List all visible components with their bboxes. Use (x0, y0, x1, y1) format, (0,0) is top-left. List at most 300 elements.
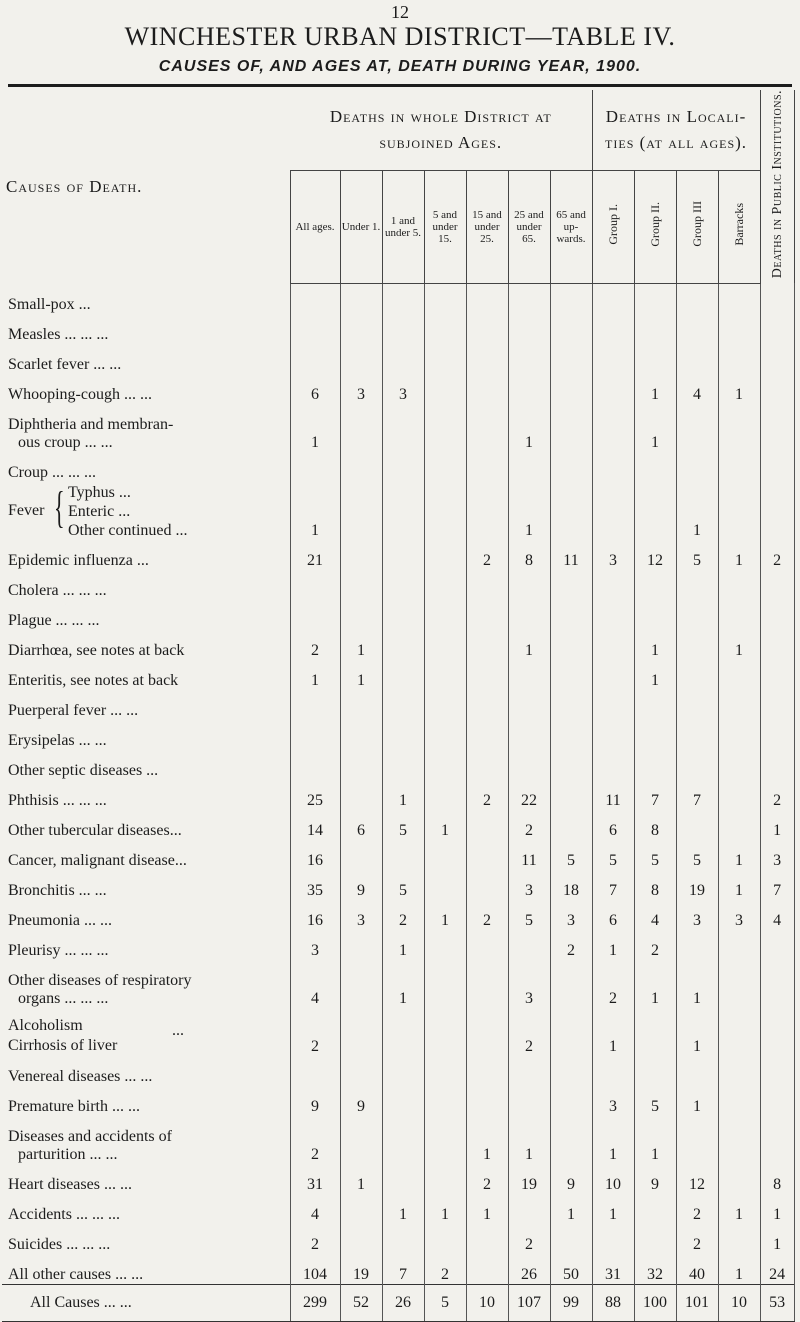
table-cell: 1 (340, 1164, 382, 1194)
table-cell (508, 930, 550, 960)
table-row (2, 404, 794, 452)
cause-label: Croup ... ... ... (8, 463, 96, 481)
table-cell (550, 1008, 592, 1056)
table-cell: 10 (718, 1284, 760, 1321)
table-cell: 26 (382, 1284, 424, 1321)
table-cell: 1 (508, 1116, 550, 1164)
cause-label: Heart diseases ... ... (8, 1175, 132, 1193)
table-cell (382, 482, 424, 540)
table-cell (592, 1056, 634, 1086)
table-cell: 8 (760, 1164, 794, 1194)
table-cell: 7 (382, 1254, 424, 1285)
table-cell (634, 750, 676, 780)
table-cell: 99 (550, 1284, 592, 1321)
col-header-group-1 (592, 170, 634, 283)
table-cell (382, 283, 424, 314)
table-cell: 5 (550, 840, 592, 870)
table-cell (424, 660, 466, 690)
table-cell (760, 750, 794, 780)
table-cell (634, 452, 676, 482)
table-cell: 3 (592, 1086, 634, 1116)
cause-label: Scarlet fever ... ... (8, 355, 122, 373)
table-cell (424, 1056, 466, 1086)
table-row (2, 660, 794, 690)
table-cell (466, 930, 508, 960)
table-cell: 4 (760, 900, 794, 930)
table-cell (382, 630, 424, 660)
cause-label: Plague ... ... ... (8, 611, 100, 629)
table-cell: 2 (508, 1224, 550, 1254)
table-cell: 26 (508, 1254, 550, 1285)
table-cell (634, 1194, 676, 1224)
table-row (2, 1194, 794, 1224)
table-cell (424, 720, 466, 750)
table-cell (718, 750, 760, 780)
table-cell: 1 (634, 374, 676, 404)
table-cell: 5 (424, 1284, 466, 1321)
table-cell: 3 (340, 374, 382, 404)
cause-label: Venereal diseases ... ... (8, 1067, 153, 1085)
table-cell: 52 (340, 1284, 382, 1321)
col-header-barracks-text: Barracks (731, 202, 746, 246)
table-cell (718, 690, 760, 720)
total-label: All Causes ... ... (2, 1284, 290, 1321)
table-row (2, 344, 794, 374)
table-cell (382, 570, 424, 600)
table-cell (424, 600, 466, 630)
table-cell: 7 (592, 870, 634, 900)
table-cell (290, 314, 340, 344)
table-cell: 9 (290, 1086, 340, 1116)
table-body (2, 283, 794, 1321)
table-cell: 3 (550, 900, 592, 930)
table-cell (718, 960, 760, 1008)
table-cell: 25 (290, 780, 340, 810)
table-cell (466, 660, 508, 690)
table-cell: 1 (592, 930, 634, 960)
cause-line1: Other diseases of respiratory (8, 971, 192, 989)
table-cell: 24 (760, 1254, 794, 1285)
table-cell (592, 344, 634, 374)
table-cell: 9 (550, 1164, 592, 1194)
table-cell (508, 1056, 550, 1086)
table-cell (424, 1086, 466, 1116)
table-cell: 6 (592, 900, 634, 930)
table-cell (508, 283, 550, 314)
table-cell (634, 283, 676, 314)
table-cell (340, 960, 382, 1008)
table-cell (550, 314, 592, 344)
table-cell (718, 404, 760, 452)
table-cell: 8 (508, 540, 550, 570)
table-cell (634, 600, 676, 630)
table-cell (760, 344, 794, 374)
table-cell (424, 1224, 466, 1254)
table-row (2, 690, 794, 720)
table-cell (340, 750, 382, 780)
col-header-1-to-5: 1 and under 5. (382, 170, 424, 283)
table-cell: 3 (340, 900, 382, 930)
table-cell (760, 1056, 794, 1086)
table-cell (550, 1116, 592, 1164)
table-cell (466, 314, 508, 344)
localities-header-line2: ties (at all ages). (605, 132, 748, 152)
table-cell: 4 (676, 374, 718, 404)
table-cell (550, 660, 592, 690)
table-cell (676, 570, 718, 600)
table-cell (550, 404, 592, 452)
table-cell: 1 (592, 1008, 634, 1056)
table-cell (718, 482, 760, 540)
table-cell: 3 (592, 540, 634, 570)
table-cell (592, 404, 634, 452)
table-cell (760, 660, 794, 690)
table-cell (340, 344, 382, 374)
table-cell: 1 (592, 1194, 634, 1224)
table-cell: 107 (508, 1284, 550, 1321)
table-cell (424, 482, 466, 540)
table-cell (718, 600, 760, 630)
table-cell: 1 (718, 1194, 760, 1224)
cause-label (2, 1008, 290, 1056)
table-cell: 22 (508, 780, 550, 810)
table-cell: 16 (290, 840, 340, 870)
table-cell (718, 570, 760, 600)
table-cell (290, 600, 340, 630)
table-cell: 2 (466, 780, 508, 810)
col-header-5-to-15: 5 and under 15. (424, 170, 466, 283)
table-cell (592, 452, 634, 482)
table-cell (508, 1086, 550, 1116)
table-cell: 5 (676, 840, 718, 870)
table-cell: 1 (634, 1116, 676, 1164)
table-cell: 2 (466, 900, 508, 930)
table-cell (634, 314, 676, 344)
cause-line2: parturition ... ... (18, 1145, 118, 1163)
table-cell (508, 690, 550, 720)
table-cell (718, 1224, 760, 1254)
cause-label (2, 1116, 290, 1164)
table-cell: 1 (340, 660, 382, 690)
table-cell (760, 930, 794, 960)
table-cell (592, 600, 634, 630)
table-cell (550, 960, 592, 1008)
table-cell: 100 (634, 1284, 676, 1321)
table-cell (760, 374, 794, 404)
table-cell: 8 (634, 810, 676, 840)
table-row (2, 452, 794, 482)
table-row (2, 780, 794, 810)
cause-label: Accidents ... ... ... (8, 1205, 120, 1223)
table-row (2, 930, 794, 960)
table-cell: 40 (676, 1254, 718, 1285)
table-cell (466, 452, 508, 482)
table-cell (508, 720, 550, 750)
table-cell (718, 1008, 760, 1056)
table-cell: 4 (290, 960, 340, 1008)
table-cell (424, 404, 466, 452)
table-cell (550, 344, 592, 374)
table-cell (760, 1086, 794, 1116)
table-cell: 19 (676, 870, 718, 900)
table-cell: 2 (676, 1194, 718, 1224)
table-cell (466, 1224, 508, 1254)
mortality-table (2, 90, 795, 1322)
table-cell (382, 660, 424, 690)
table-cell: 19 (508, 1164, 550, 1194)
table-cell (508, 600, 550, 630)
table-cell (550, 600, 592, 630)
cause-label: Diarrhœa, see notes at back (8, 641, 185, 659)
table-cell (424, 930, 466, 960)
cause-label: Pneumonia ... ... (8, 911, 112, 929)
cause-label: Puerperal fever ... ... (8, 701, 139, 719)
table-cell: 2 (290, 1224, 340, 1254)
table-cell (340, 1116, 382, 1164)
table-cell (550, 452, 592, 482)
table-cell (290, 570, 340, 600)
table-cell (760, 960, 794, 1008)
col-header-25-to-65: 25 and under 65. (508, 170, 550, 283)
table-cell (424, 1164, 466, 1194)
table-cell: 50 (550, 1254, 592, 1285)
table-cell (424, 870, 466, 900)
table-cell (718, 810, 760, 840)
table-cell (676, 630, 718, 660)
table-cell: 1 (290, 660, 340, 690)
table-cell: 1 (466, 1116, 508, 1164)
table-cell: 31 (290, 1164, 340, 1194)
table-cell (676, 810, 718, 840)
cause-label: Bronchitis ... ... (8, 881, 107, 899)
table-cell (340, 314, 382, 344)
table-cell (550, 283, 592, 314)
col-header-group-3 (676, 170, 718, 283)
table-row (2, 1086, 794, 1116)
table-cell (760, 1008, 794, 1056)
table-cell (550, 1086, 592, 1116)
table-cell (760, 404, 794, 452)
table-cell: 5 (508, 900, 550, 930)
col-header-65-upwards: 65 and up-wards. (550, 170, 592, 283)
table-row (2, 600, 794, 630)
table-cell (676, 1056, 718, 1086)
table-cell (634, 1056, 676, 1086)
table-cell (718, 314, 760, 344)
table-cell (290, 750, 340, 780)
table-cell (340, 404, 382, 452)
alcohol-dots: ... (172, 1021, 184, 1039)
whole-district-header (290, 90, 592, 170)
table-cell (424, 840, 466, 870)
table-cell (340, 1194, 382, 1224)
table-cell: 31 (592, 1254, 634, 1285)
table-cell: 1 (718, 870, 760, 900)
table-cell (290, 1056, 340, 1086)
table-cell (718, 344, 760, 374)
cause-label (2, 960, 290, 1008)
table-cell: 3 (508, 870, 550, 900)
table-cell: 88 (592, 1284, 634, 1321)
table-cell: 11 (592, 780, 634, 810)
table-row (2, 1008, 794, 1056)
table-cell (290, 344, 340, 374)
table-cell (382, 404, 424, 452)
table-cell (676, 600, 718, 630)
table-cell (424, 960, 466, 1008)
table-cell: 4 (634, 900, 676, 930)
table-cell (550, 1056, 592, 1086)
table-cell: 1 (634, 630, 676, 660)
col-header-group-3-text: Group III (689, 201, 704, 247)
table-cell (466, 1254, 508, 1285)
table-cell: 1 (676, 960, 718, 1008)
table-cell (592, 482, 634, 540)
table-cell: 1 (634, 960, 676, 1008)
table-cell (550, 720, 592, 750)
table-cell (382, 344, 424, 374)
table-cell (718, 283, 760, 314)
table-cell (424, 374, 466, 404)
table-cell (592, 314, 634, 344)
table-cell: 299 (290, 1284, 340, 1321)
table-cell: 8 (634, 870, 676, 900)
table-cell (382, 600, 424, 630)
table-row (2, 840, 794, 870)
table-cell: 12 (634, 540, 676, 570)
table-cell (340, 1224, 382, 1254)
table-cell (382, 840, 424, 870)
table-row (2, 374, 794, 404)
table-cell: 104 (290, 1254, 340, 1285)
cause-label (2, 482, 290, 540)
table-cell (290, 452, 340, 482)
table-cell: 5 (634, 840, 676, 870)
fever-label: Fever (8, 501, 45, 519)
table-cell (290, 283, 340, 314)
table-cell: 1 (760, 810, 794, 840)
table-cell (424, 780, 466, 810)
table-cell (634, 720, 676, 750)
table-row (2, 960, 794, 1008)
table-cell (466, 344, 508, 374)
table-cell: 1 (676, 482, 718, 540)
table-cell (592, 720, 634, 750)
table-cell: 2 (508, 1008, 550, 1056)
table-cell (676, 1116, 718, 1164)
table-cell: 1 (382, 930, 424, 960)
table-cell (466, 1008, 508, 1056)
table-cell: 1 (676, 1086, 718, 1116)
table-cell (340, 930, 382, 960)
table-cell: 1 (424, 900, 466, 930)
page-subtitle: CAUSES OF, AND AGES AT, DEATH DURING YEAR, 1900. (158, 58, 642, 75)
table-cell (340, 482, 382, 540)
table-cell: 12 (676, 1164, 718, 1194)
title-rule (8, 84, 792, 87)
cause-label: Phthisis ... ... ... (8, 791, 107, 809)
table-cell (466, 750, 508, 780)
table-cell (382, 720, 424, 750)
table-cell (340, 690, 382, 720)
table-row (2, 810, 794, 840)
table-cell: 1 (424, 1194, 466, 1224)
table-row (2, 482, 794, 540)
table-cell: 2 (424, 1254, 466, 1285)
table-cell: 14 (290, 810, 340, 840)
table-row (2, 1116, 794, 1164)
table-cell (290, 720, 340, 750)
cause-label: Cancer, malignant disease... (8, 851, 187, 869)
table-cell (466, 630, 508, 660)
table-cell (760, 314, 794, 344)
table-cell: 32 (634, 1254, 676, 1285)
table-cell (634, 570, 676, 600)
table-cell (340, 1056, 382, 1086)
table-cell: 1 (760, 1224, 794, 1254)
table-cell: 35 (290, 870, 340, 900)
table-cell: 1 (634, 404, 676, 452)
table-cell (382, 1086, 424, 1116)
table-cell (340, 840, 382, 870)
table-cell (550, 374, 592, 404)
table-cell (592, 570, 634, 600)
table-cell: 3 (676, 900, 718, 930)
cause-line1: Diseases and accidents of (8, 1127, 172, 1145)
table-cell: 2 (290, 630, 340, 660)
table-cell (466, 570, 508, 600)
table-cell (676, 283, 718, 314)
table-cell (508, 344, 550, 374)
table-cell (466, 283, 508, 314)
table-cell: 6 (340, 810, 382, 840)
table-cell (424, 283, 466, 314)
table-cell (382, 1116, 424, 1164)
table-cell (382, 540, 424, 570)
table-cell (340, 452, 382, 482)
table-cell (508, 1194, 550, 1224)
cause-line2: ous croup ... ... (18, 433, 113, 451)
table-cell: 10 (466, 1284, 508, 1321)
table-cell (508, 374, 550, 404)
table-cell (340, 600, 382, 630)
table-cell (382, 750, 424, 780)
table-cell: 9 (634, 1164, 676, 1194)
alcohol-item: Cirrhosis of liver (8, 1036, 118, 1054)
table-cell (760, 630, 794, 660)
table-cell: 1 (760, 1194, 794, 1224)
brace-icon: { (54, 482, 65, 532)
table-cell: 1 (290, 482, 340, 540)
table-cell (718, 1164, 760, 1194)
whole-district-header-line2: subjoined Ages. (379, 132, 503, 152)
table-cell: 3 (382, 374, 424, 404)
table-cell (508, 750, 550, 780)
table-cell (508, 314, 550, 344)
causes-header: Causes of Death. (6, 176, 143, 196)
col-header-group-2-text: Group II. (647, 201, 662, 247)
table-cell (382, 690, 424, 720)
cause-label: Pleurisy ... ... ... (8, 941, 109, 959)
table-cell: 18 (550, 870, 592, 900)
table-cell (592, 374, 634, 404)
table-row (2, 630, 794, 660)
table-cell: 1 (676, 1008, 718, 1056)
table-cell (550, 1224, 592, 1254)
table-cell (550, 482, 592, 540)
table-cell (424, 540, 466, 570)
col-header-under-1: Under 1. (340, 170, 382, 283)
